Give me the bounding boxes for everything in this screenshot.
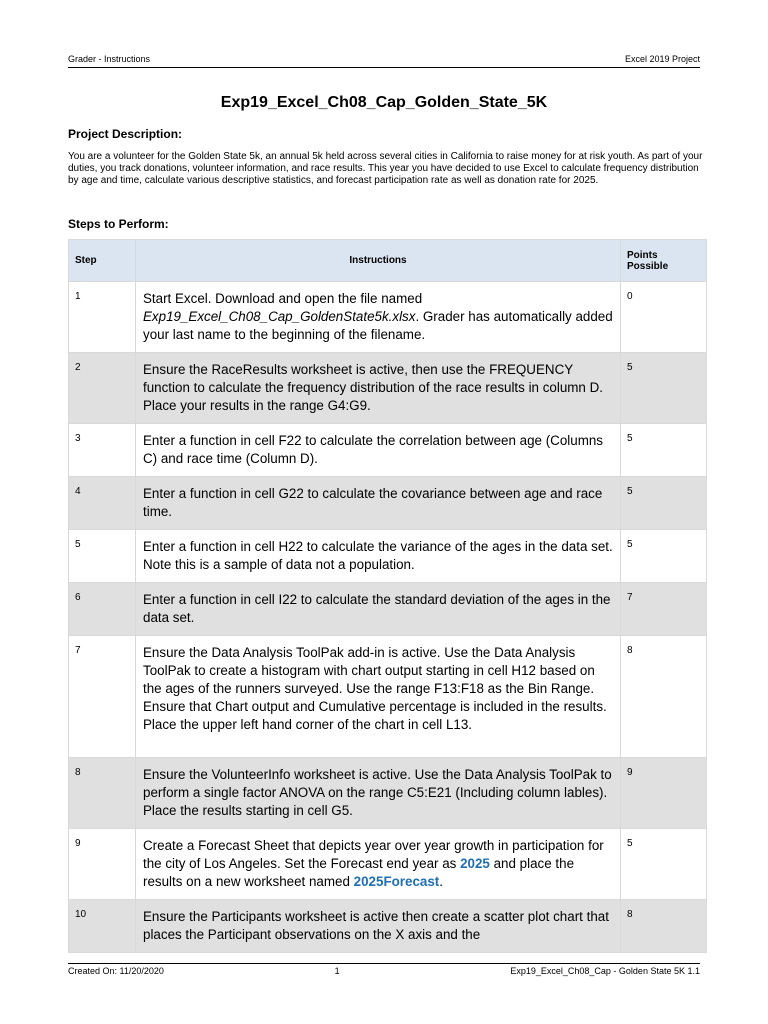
instruction-filename: Exp19_Excel_Ch08_Cap_GoldenState5k.xlsx [143, 309, 416, 324]
footer-page-number: 1 [334, 966, 340, 976]
page-footer [68, 966, 700, 976]
step-number: 6 [69, 583, 136, 636]
table-row [69, 636, 707, 758]
table-row [69, 829, 707, 900]
step-points: 8 [621, 900, 707, 953]
step-points: 5 [621, 829, 707, 900]
step-number: 10 [69, 900, 136, 953]
step-number: 5 [69, 530, 136, 583]
column-header-instructions: Instructions [136, 240, 621, 282]
step-points: 8 [621, 636, 707, 758]
project-description-text: You are a volunteer for the Golden State 5k, an annual 5k held across several cities in California to raise money for at risk youth. As part of your duties, you track donations, volunteer information, and race results. This year you have decided to use Excel to calculate frequency distribution by age and time, calculate various descriptive statistics, and forecast participation rate as well as donation rate for 2025. [68, 151, 703, 186]
footer-created-on: Created On: 11/20/2020 [68, 966, 164, 976]
step-instructions: Enter a function in cell H22 to calculate the variance of the ages in the data set. Note this is a sample of data not a population. [136, 530, 621, 583]
table-row [69, 424, 707, 477]
table-row [69, 900, 707, 953]
step-instructions: Ensure the VolunteerInfo worksheet is active. Use the Data Analysis ToolPak to perform a single factor ANOVA on the range C5:E21 (Including column lables). Place the results starting in cell G5. [136, 758, 621, 829]
instruction-text: and place the results on a new worksheet named [143, 856, 575, 889]
step-number: 2 [69, 353, 136, 424]
column-header-step: Step [69, 240, 136, 282]
step-instructions: Enter a function in cell F22 to calculate the correlation between age (Columns C) and race time (Column D). [136, 424, 621, 477]
instruction-text: . [439, 874, 443, 889]
table-row [69, 477, 707, 530]
step-number: 3 [69, 424, 136, 477]
header-left: Grader - Instructions [68, 54, 151, 64]
step-points: 5 [621, 353, 707, 424]
instruction-text: Start Excel. Download and open the file named [143, 291, 423, 306]
table-header-row [69, 240, 707, 282]
step-points: 7 [621, 583, 707, 636]
instruction-text: . Grader has automatically added your last name to the beginning of the filename. [143, 309, 613, 342]
step-instructions: Ensure the RaceResults worksheet is active, then use the FREQUENCY function to calculate the frequency distribution of the race results in column D. Place your results in the range G4:G9. [136, 353, 621, 424]
step-number: 9 [69, 829, 136, 900]
step-instructions: Ensure the Participants worksheet is active then create a scatter plot chart that places the Participant observations on the X axis and the [136, 900, 621, 953]
step-points: 5 [621, 424, 707, 477]
step-points: 0 [621, 282, 707, 353]
step-points: 5 [621, 530, 707, 583]
step-number: 7 [69, 636, 136, 758]
header-divider [68, 67, 700, 68]
steps-table [68, 239, 707, 953]
step-points: 5 [621, 477, 707, 530]
table-row [69, 530, 707, 583]
header-right: Excel 2019 Project [624, 54, 700, 64]
step-instructions [136, 282, 621, 353]
step-number: 4 [69, 477, 136, 530]
instruction-text: Create a Forecast Sheet that depicts year over year growth in participation for the city of Los Angeles. Set the Forecast end year as [143, 838, 604, 871]
step-instructions [136, 829, 621, 900]
highlighted-sheet-name: 2025Forecast [353, 874, 440, 889]
highlighted-year: 2025 [460, 856, 490, 871]
table-row [69, 583, 707, 636]
column-header-points: Points Possible [621, 240, 707, 282]
step-instructions: Enter a function in cell G22 to calculate the covariance between age and race time. [136, 477, 621, 530]
project-description-heading: Project Description: [68, 127, 183, 141]
step-points: 9 [621, 758, 707, 829]
document-title: Exp19_Excel_Ch08_Cap_Golden_State_5K [220, 94, 548, 111]
page-header [68, 54, 700, 68]
footer-document-id: Exp19_Excel_Ch08_Cap - Golden State 5K 1.1 [510, 966, 700, 976]
steps-heading: Steps to Perform: [68, 217, 169, 231]
table-row [69, 282, 707, 353]
footer-divider [68, 963, 700, 964]
step-instructions: Ensure the Data Analysis ToolPak add-in is active. Use the Data Analysis ToolPak to create a histogram with chart output starting in cell H12 based on the ages of the runners surveyed. Use the range F13:F18 as the Bin Range. Ensure that Chart output and Cumulative percentage is included in the results. Place the upper left hand corner of the chart in cell L13. [136, 636, 621, 758]
table-row [69, 353, 707, 424]
step-instructions: Enter a function in cell I22 to calculate the standard deviation of the ages in the data set. [136, 583, 621, 636]
step-number: 1 [69, 282, 136, 353]
table-row [69, 758, 707, 829]
step-number: 8 [69, 758, 136, 829]
